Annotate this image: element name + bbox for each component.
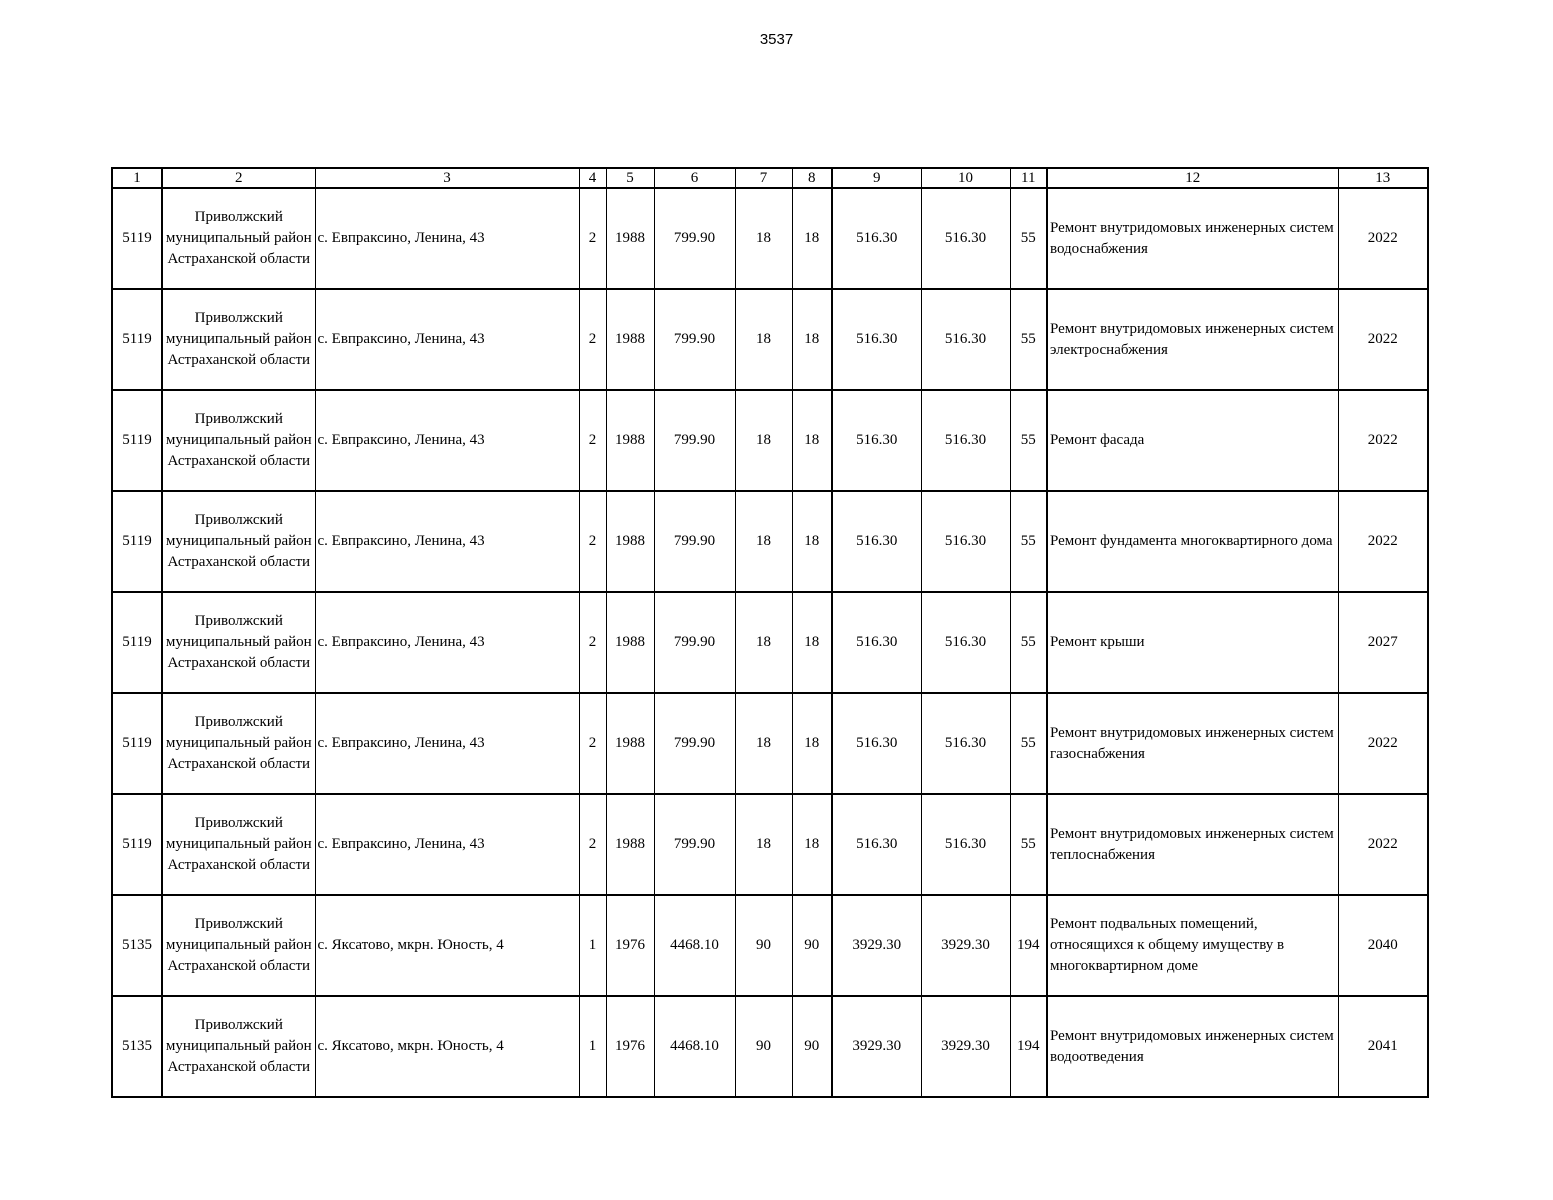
cell-municipality: Приволжский муниципальный район Астраханской области <box>162 895 315 996</box>
cell-floors: 1 <box>579 895 606 996</box>
cell-residents: 55 <box>1010 289 1047 390</box>
cell-apartments-total: 90 <box>735 895 792 996</box>
cell-row-id: 5119 <box>112 592 162 693</box>
cell-area-residential: 516.30 <box>832 390 921 491</box>
cell-address: с. Евпраксино, Ленина, 43 <box>315 289 579 390</box>
cell-planned-year: 2041 <box>1338 996 1428 1097</box>
cell-apartments-residential: 18 <box>792 289 832 390</box>
cell-total-area: 4468.10 <box>654 895 735 996</box>
cell-apartments-total: 90 <box>735 996 792 1097</box>
cell-residents: 194 <box>1010 895 1047 996</box>
cell-area-private: 516.30 <box>921 289 1010 390</box>
cell-planned-year: 2022 <box>1338 794 1428 895</box>
cell-work-type: Ремонт подвальных помещений, относящихся к общему имуществу в многоквартирном доме <box>1047 895 1338 996</box>
cell-planned-year: 2022 <box>1338 289 1428 390</box>
cell-apartments-total: 18 <box>735 390 792 491</box>
cell-total-area: 4468.10 <box>654 996 735 1097</box>
cell-total-area: 799.90 <box>654 289 735 390</box>
cell-municipality: Приволжский муниципальный район Астраханской области <box>162 794 315 895</box>
cell-residents: 194 <box>1010 996 1047 1097</box>
cell-address: с. Евпраксино, Ленина, 43 <box>315 794 579 895</box>
cell-area-private: 516.30 <box>921 794 1010 895</box>
cell-area-private: 3929.30 <box>921 895 1010 996</box>
cell-address: с. Яксатово, мкрн. Юность, 4 <box>315 996 579 1097</box>
cell-area-private: 516.30 <box>921 491 1010 592</box>
cell-total-area: 799.90 <box>654 592 735 693</box>
cell-total-area: 799.90 <box>654 390 735 491</box>
cell-area-residential: 516.30 <box>832 693 921 794</box>
cell-apartments-residential: 90 <box>792 996 832 1097</box>
cell-row-id: 5119 <box>112 188 162 289</box>
table-row <box>112 188 1428 289</box>
column-header: 11 <box>1010 168 1047 188</box>
cell-municipality: Приволжский муниципальный район Астраханской области <box>162 390 315 491</box>
cell-total-area: 799.90 <box>654 794 735 895</box>
cell-municipality: Приволжский муниципальный район Астраханской области <box>162 592 315 693</box>
cell-total-area: 799.90 <box>654 188 735 289</box>
cell-planned-year: 2040 <box>1338 895 1428 996</box>
cell-area-residential: 516.30 <box>832 592 921 693</box>
cell-apartments-total: 18 <box>735 794 792 895</box>
cell-floors: 2 <box>579 188 606 289</box>
repair-schedule-table <box>111 167 1429 1098</box>
cell-work-type: Ремонт крыши <box>1047 592 1338 693</box>
table-row <box>112 592 1428 693</box>
cell-apartments-total: 18 <box>735 693 792 794</box>
cell-municipality: Приволжский муниципальный район Астраханской области <box>162 491 315 592</box>
cell-year-built: 1988 <box>606 794 654 895</box>
table-row <box>112 390 1428 491</box>
cell-year-built: 1988 <box>606 491 654 592</box>
cell-address: с. Евпраксино, Ленина, 43 <box>315 390 579 491</box>
cell-work-type: Ремонт внутридомовых инженерных систем газоснабжения <box>1047 693 1338 794</box>
cell-area-residential: 516.30 <box>832 289 921 390</box>
cell-area-residential: 516.30 <box>832 794 921 895</box>
cell-floors: 2 <box>579 794 606 895</box>
cell-address: с. Евпраксино, Ленина, 43 <box>315 491 579 592</box>
cell-apartments-residential: 18 <box>792 491 832 592</box>
cell-planned-year: 2022 <box>1338 188 1428 289</box>
cell-floors: 1 <box>579 996 606 1097</box>
cell-row-id: 5119 <box>112 390 162 491</box>
cell-address: с. Яксатово, мкрн. Юность, 4 <box>315 895 579 996</box>
cell-residents: 55 <box>1010 188 1047 289</box>
cell-residents: 55 <box>1010 491 1047 592</box>
cell-work-type: Ремонт внутридомовых инженерных систем электроснабжения <box>1047 289 1338 390</box>
cell-residents: 55 <box>1010 390 1047 491</box>
cell-work-type: Ремонт фасада <box>1047 390 1338 491</box>
table-row <box>112 794 1428 895</box>
cell-apartments-residential: 18 <box>792 794 832 895</box>
cell-municipality: Приволжский муниципальный район Астраханской области <box>162 996 315 1097</box>
cell-address: с. Евпраксино, Ленина, 43 <box>315 592 579 693</box>
column-header: 9 <box>832 168 921 188</box>
column-header: 6 <box>654 168 735 188</box>
cell-row-id: 5119 <box>112 289 162 390</box>
cell-row-id: 5135 <box>112 895 162 996</box>
cell-work-type: Ремонт фундамента многоквартирного дома <box>1047 491 1338 592</box>
column-header: 13 <box>1338 168 1428 188</box>
column-header: 10 <box>921 168 1010 188</box>
cell-area-private: 3929.30 <box>921 996 1010 1097</box>
cell-year-built: 1988 <box>606 188 654 289</box>
cell-apartments-total: 18 <box>735 289 792 390</box>
cell-planned-year: 2022 <box>1338 693 1428 794</box>
table-row <box>112 289 1428 390</box>
cell-apartments-residential: 18 <box>792 390 832 491</box>
cell-apartments-residential: 18 <box>792 592 832 693</box>
cell-municipality: Приволжский муниципальный район Астраханской области <box>162 289 315 390</box>
column-header: 2 <box>162 168 315 188</box>
cell-year-built: 1976 <box>606 996 654 1097</box>
cell-apartments-total: 18 <box>735 592 792 693</box>
cell-row-id: 5119 <box>112 794 162 895</box>
cell-total-area: 799.90 <box>654 491 735 592</box>
table-body <box>112 188 1428 1097</box>
cell-year-built: 1976 <box>606 895 654 996</box>
cell-planned-year: 2022 <box>1338 390 1428 491</box>
cell-year-built: 1988 <box>606 592 654 693</box>
cell-address: с. Евпраксино, Ленина, 43 <box>315 188 579 289</box>
cell-apartments-residential: 90 <box>792 895 832 996</box>
cell-residents: 55 <box>1010 592 1047 693</box>
cell-total-area: 799.90 <box>654 693 735 794</box>
cell-row-id: 5119 <box>112 693 162 794</box>
cell-area-residential: 3929.30 <box>832 895 921 996</box>
cell-area-residential: 3929.30 <box>832 996 921 1097</box>
cell-area-private: 516.30 <box>921 188 1010 289</box>
cell-apartments-total: 18 <box>735 491 792 592</box>
cell-floors: 2 <box>579 491 606 592</box>
table-row <box>112 491 1428 592</box>
cell-address: с. Евпраксино, Ленина, 43 <box>315 693 579 794</box>
column-header: 1 <box>112 168 162 188</box>
cell-area-residential: 516.30 <box>832 188 921 289</box>
cell-year-built: 1988 <box>606 289 654 390</box>
column-header: 5 <box>606 168 654 188</box>
cell-floors: 2 <box>579 390 606 491</box>
cell-floors: 2 <box>579 289 606 390</box>
cell-work-type: Ремонт внутридомовых инженерных систем теплоснабжения <box>1047 794 1338 895</box>
cell-work-type: Ремонт внутридомовых инженерных систем водоснабжения <box>1047 188 1338 289</box>
cell-year-built: 1988 <box>606 693 654 794</box>
column-header: 7 <box>735 168 792 188</box>
column-header: 12 <box>1047 168 1338 188</box>
cell-municipality: Приволжский муниципальный район Астраханской области <box>162 188 315 289</box>
cell-planned-year: 2022 <box>1338 491 1428 592</box>
cell-floors: 2 <box>579 693 606 794</box>
cell-apartments-residential: 18 <box>792 693 832 794</box>
cell-work-type: Ремонт внутридомовых инженерных систем водоотведения <box>1047 996 1338 1097</box>
cell-residents: 55 <box>1010 794 1047 895</box>
cell-row-id: 5135 <box>112 996 162 1097</box>
cell-area-residential: 516.30 <box>832 491 921 592</box>
column-header: 3 <box>315 168 579 188</box>
cell-residents: 55 <box>1010 693 1047 794</box>
table-header-row <box>112 168 1428 188</box>
cell-area-private: 516.30 <box>921 693 1010 794</box>
page-number: 3537 <box>759 31 794 48</box>
table-row <box>112 693 1428 794</box>
table-row <box>112 895 1428 996</box>
table-row <box>112 996 1428 1097</box>
cell-area-private: 516.30 <box>921 390 1010 491</box>
column-header: 4 <box>579 168 606 188</box>
column-header: 8 <box>792 168 832 188</box>
cell-apartments-residential: 18 <box>792 188 832 289</box>
cell-year-built: 1988 <box>606 390 654 491</box>
cell-planned-year: 2027 <box>1338 592 1428 693</box>
cell-municipality: Приволжский муниципальный район Астраханской области <box>162 693 315 794</box>
cell-floors: 2 <box>579 592 606 693</box>
cell-row-id: 5119 <box>112 491 162 592</box>
cell-area-private: 516.30 <box>921 592 1010 693</box>
cell-apartments-total: 18 <box>735 188 792 289</box>
